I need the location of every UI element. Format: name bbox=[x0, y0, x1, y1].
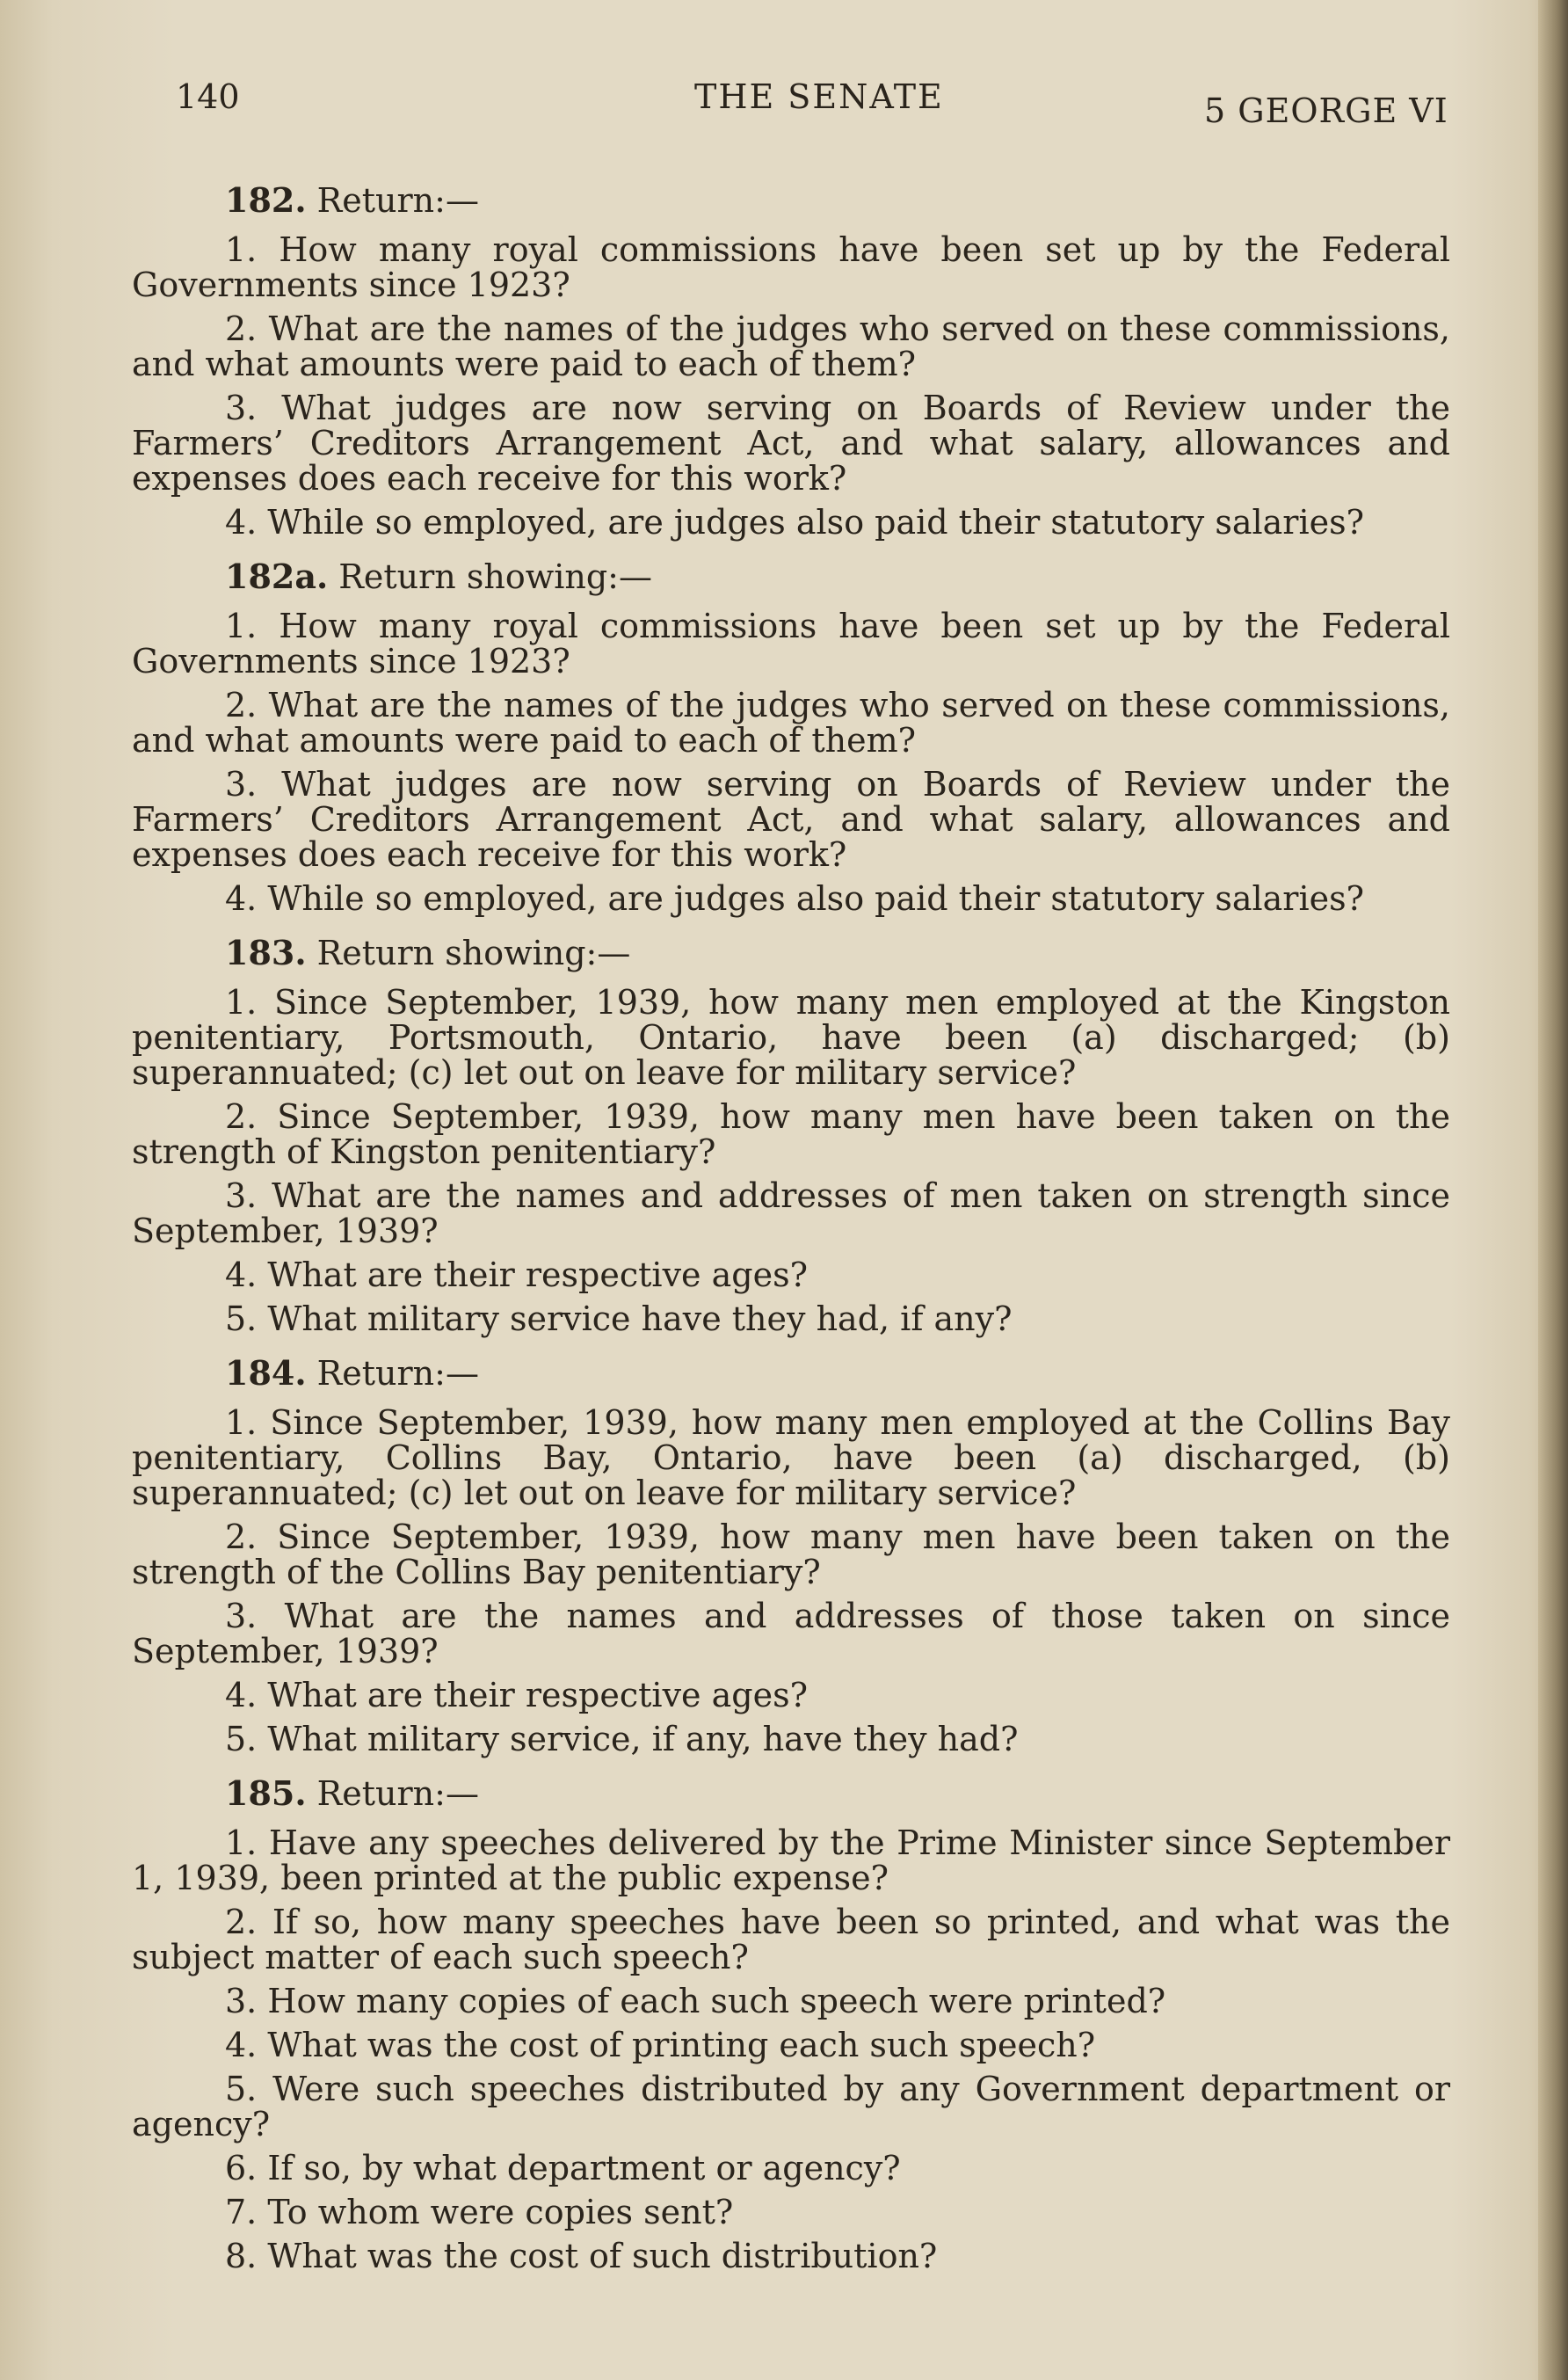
return-184 bbox=[132, 1354, 1450, 1757]
page-body bbox=[132, 181, 1450, 2291]
question: 1. Have any speeches delivered by the Prime Minister since September 1, 1939, been printed at the public expense? bbox=[132, 1823, 1450, 1897]
question: 4. While so employed, are judges also paid their statutory salaries? bbox=[225, 879, 1364, 918]
question: 3. How many copies of each such speech were printed? bbox=[225, 1982, 1166, 2020]
question: 2. If so, how many speeches have been so printed, and what was the subject matter of each such speech? bbox=[132, 1903, 1450, 1976]
section-heading bbox=[225, 181, 1450, 220]
question: 3. What are the names and addresses of those taken on since September, 1939? bbox=[132, 1597, 1450, 1670]
question: 2. Since September, 1939, how many men have been taken on the strength of Kingston penitentiary? bbox=[132, 1097, 1450, 1171]
question: 5. What military service have they had, if any? bbox=[225, 1299, 1013, 1338]
running-reign: 5 GEORGE VI bbox=[1204, 91, 1448, 130]
question: 5. Were such speeches distributed by any Government department or agency? bbox=[132, 2070, 1450, 2143]
question: 1. How many royal commissions have been set up by the Federal Governments since 1923? bbox=[132, 230, 1450, 304]
book-spine-shadow bbox=[1538, 0, 1568, 2380]
section-number: 182. bbox=[225, 180, 307, 220]
question: 2. Since September, 1939, how many men have been taken on the strength of the Collins Bay penitentiary? bbox=[132, 1518, 1450, 1591]
question: 4. What are their respective ages? bbox=[225, 1256, 808, 1294]
question: 3. What judges are now serving on Boards of Review under the Farmers’ Creditors Arrangement Act, and what salary, allowances and expenses does each receive for this work? bbox=[132, 765, 1450, 874]
question: 8. What was the cost of such distribution? bbox=[225, 2237, 938, 2275]
return-182 bbox=[132, 181, 1450, 540]
section-number: 182a. bbox=[225, 557, 329, 596]
section-title: Return showing:— bbox=[338, 557, 652, 596]
question: 4. What was the cost of printing each such speech? bbox=[225, 2026, 1096, 2064]
question: 3. What are the names and addresses of men taken on strength since September, 1939? bbox=[132, 1176, 1450, 1250]
question: 4. What are their respective ages? bbox=[225, 1676, 808, 1714]
section-heading bbox=[225, 557, 1450, 596]
running-title: THE SENATE bbox=[694, 77, 944, 116]
question: 2. What are the names of the judges who served on these commissions, and what amounts were paid to each of them? bbox=[132, 309, 1450, 383]
section-title: Return:— bbox=[316, 181, 479, 220]
section-title: Return:— bbox=[316, 1354, 479, 1393]
section-number: 184. bbox=[225, 1353, 307, 1393]
return-185 bbox=[132, 1774, 1450, 2274]
question: 2. What are the names of the judges who served on these commissions, and what amounts were paid to each of them? bbox=[132, 686, 1450, 760]
question: 1. Since September, 1939, how many men employed at the Kingston penitentiary, Portsmouth, Ontario, have been (a) discharged; (b) superannuated; (c) let out on leave for military service? bbox=[132, 983, 1450, 1092]
return-182a bbox=[132, 557, 1450, 916]
section-title: Return showing:— bbox=[316, 934, 631, 972]
page-header bbox=[149, 77, 1468, 139]
page-number: 140 bbox=[176, 77, 240, 116]
return-183 bbox=[132, 934, 1450, 1336]
question: 5. What military service, if any, have they had? bbox=[225, 1720, 1019, 1758]
section-number: 183. bbox=[225, 933, 307, 972]
question: 6. If so, by what department or agency? bbox=[225, 2149, 901, 2187]
section-title: Return:— bbox=[316, 1774, 479, 1813]
question: 4. While so employed, are judges also paid their statutory salaries? bbox=[225, 503, 1364, 542]
question: 7. To whom were copies sent? bbox=[225, 2193, 734, 2231]
section-heading bbox=[225, 1774, 1450, 1813]
section-number: 185. bbox=[225, 1773, 307, 1813]
section-heading bbox=[225, 1354, 1450, 1393]
section-heading bbox=[225, 934, 1450, 972]
question: 1. How many royal commissions have been set up by the Federal Governments since 1923? bbox=[132, 607, 1450, 681]
question: 1. Since September, 1939, how many men employed at the Collins Bay penitentiary, Collins Bay, Ontario, have been (a) discharged, (b) superannuated; (c) let out on leave for military service? bbox=[132, 1403, 1450, 1512]
question: 3. What judges are now serving on Boards of Review under the Farmers’ Creditors Arrangement Act, and what salary, allowances and expenses does each receive for this work? bbox=[132, 389, 1450, 498]
